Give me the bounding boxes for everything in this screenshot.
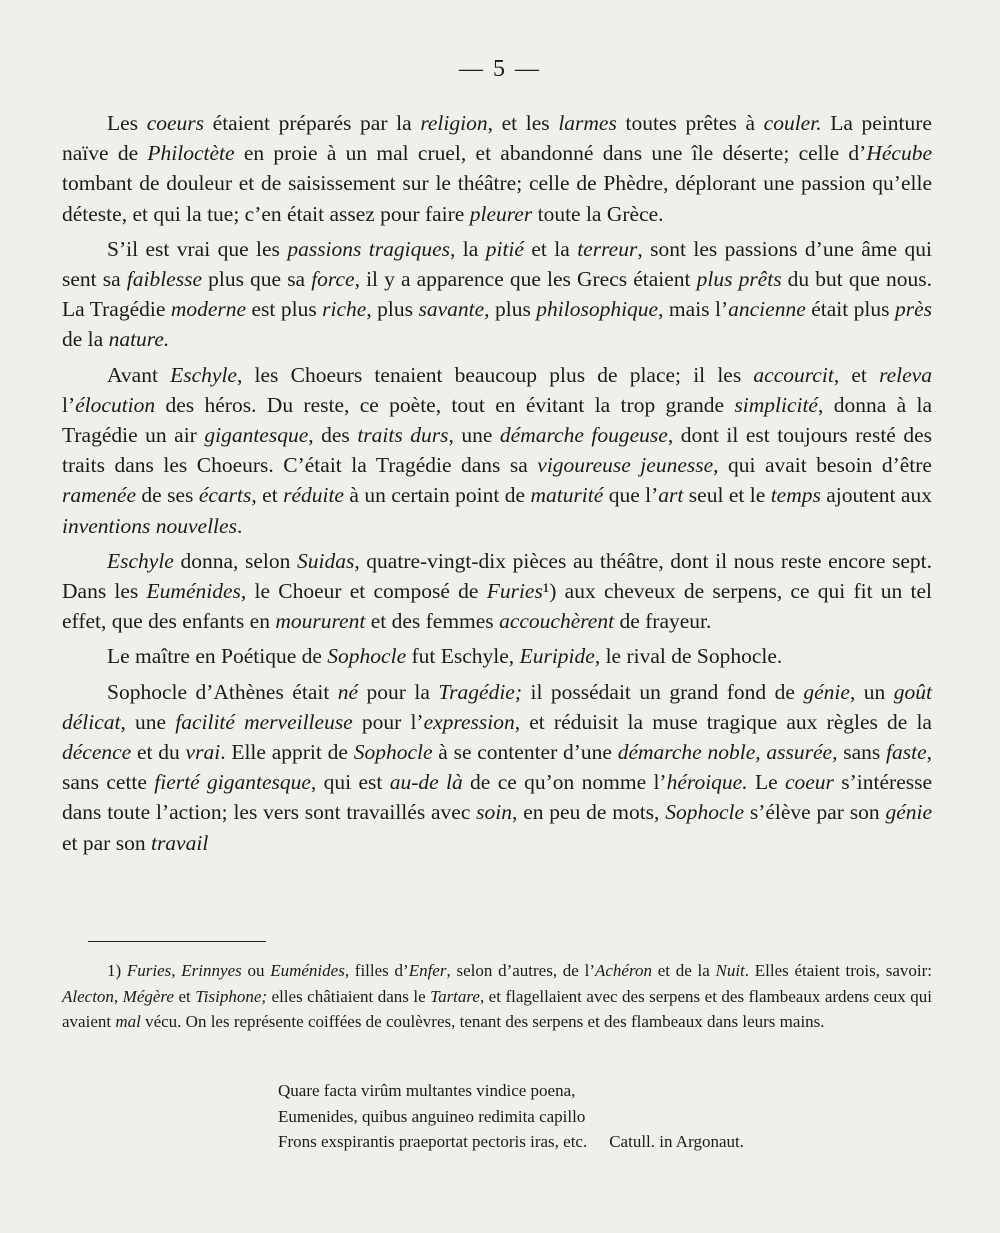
- italic-run: au-de là: [389, 770, 463, 795]
- italic-run: Nuit: [715, 961, 745, 980]
- paragraph: Sophocle d’Athènes était né pour la Tragédie; il possédait un grand fond de génie, un goût délicat, une facilité merveilleuse pour l’expression, et réduisit la muse tragique aux règles de la décence et du vrai. Elle apprit de Sophocle à se contenter d’une démarche noble, assurée, sans faste, sans cette fierté gigantesque, qui est au-de là de ce qu’on nomme l’héroique. Le coeur s’intéresse dans toute l’action; les vers sont travaillés avec soin, en peu de mots, Sophocle s’élève par son génie et par son travail: [62, 679, 933, 855]
- italic-run: Suidas: [296, 548, 355, 573]
- italic-run: riche: [322, 297, 367, 322]
- italic-run: Euripide: [519, 644, 595, 669]
- italic-run: nature.: [108, 327, 170, 352]
- italic-run: Sophocle: [665, 800, 745, 825]
- italic-run: Furies: [126, 961, 172, 980]
- italic-run: inventions nouvelles: [62, 513, 237, 538]
- italic-run: larmes: [558, 111, 617, 135]
- italic-run: ancienne: [728, 297, 806, 322]
- italic-run: traits durs: [357, 423, 449, 448]
- italic-run: Alecton: [62, 986, 114, 1006]
- italic-run: Eschyle: [170, 362, 237, 387]
- italic-run: expression: [423, 709, 515, 734]
- italic-run: ramenée: [62, 483, 137, 508]
- verse-line-text: Frons exspirantis praeportat pectoris iras, etc.: [278, 1132, 588, 1151]
- italic-run: gigantesque: [204, 423, 309, 448]
- italic-run: Enfer: [408, 961, 447, 980]
- italic-run: coeurs: [146, 111, 205, 135]
- italic-run: art: [658, 483, 684, 508]
- italic-run: Euménides: [146, 579, 241, 604]
- footnote-separator: [88, 941, 266, 942]
- italic-run: simplicité: [734, 392, 818, 417]
- italic-run: Erinnyes: [181, 961, 242, 980]
- italic-run: temps: [770, 483, 821, 508]
- italic-run: démarche fougeuse: [499, 423, 668, 448]
- italic-run: élocution: [75, 392, 156, 417]
- italic-run: goût délicat: [62, 679, 932, 734]
- italic-run: fierté gigantesque: [154, 770, 311, 795]
- verse-line: Quare facta virûm multantes vindice poena,: [278, 1081, 576, 1100]
- italic-run: terreur: [577, 236, 638, 261]
- italic-run: soin: [476, 800, 513, 825]
- italic-run: coeur: [784, 770, 834, 795]
- paragraph: S’il est vrai que les passions tragiques, la pitié et la terreur, sont les passions d’une âme qui sent sa faiblesse plus que sa force, il y a apparence que les Grecs étaient plus prêts du but que nous. La Tragédie moderne est plus riche, plus savante, plus philosophique, mais l’ancienne était plus près de la nature.: [62, 236, 932, 352]
- verse-line: Eumenides, quibus anguineo redimita capillo: [278, 1106, 586, 1126]
- italic-run: moururent: [275, 609, 366, 634]
- italic-run: mal: [115, 1012, 141, 1031]
- italic-run: accouchèrent: [499, 609, 615, 634]
- paragraph: Eschyle donna, selon Suidas, quatre-vingt-dix pièces au théâtre, dont il nous reste encore sept. Dans les Euménides, le Choeur et composé de Furies¹) aux cheveux de serpens, ce qui fit un tel effet, que des enfants en moururent et des femmes accouchèrent de frayeur.: [62, 548, 933, 634]
- footnote: [62, 958, 932, 1035]
- italic-run: Sophocle: [327, 644, 407, 669]
- italic-run: Furies: [486, 579, 543, 604]
- paragraph: Avant Eschyle, les Choeurs tenaient beaucoup plus de place; il les accourcit, et releva l’élocution des héros. Du reste, ce poète, tout en évitant la trop grande simplicité, donna à la Tragédie un air gigantesque, des traits durs, une démarche fougeuse, dont il est toujours resté des traits dans les Choeurs. C’était la Tragédie dans sa vigoureuse jeunesse, qui avait besoin d’être ramenée de ses écarts, et réduite à un certain point de maturité que l’art seul et le temps ajoutent aux inventions nouvelles.: [62, 362, 932, 538]
- italic-run: démarche noble, assurée,: [617, 740, 838, 765]
- italic-run: près: [894, 297, 932, 322]
- italic-run: Achéron: [594, 961, 652, 980]
- latin-verse: [278, 1078, 918, 1155]
- italic-run: né: [337, 679, 359, 704]
- italic-run: passions tragiques: [287, 236, 451, 261]
- italic-run: Tragédie;: [438, 679, 523, 704]
- italic-run: Philoctète: [147, 141, 235, 166]
- italic-run: maturité: [530, 483, 604, 508]
- italic-run: décence: [62, 740, 132, 765]
- paragraph: Les coeurs étaient préparés par la religion, et les larmes toutes prêtes à couler. La peinture naïve de Philoctète en proie à un mal cruel, et abandonné dans une île déserte; celle d’Hécube tombant de douleur et de saisissement sur le théâtre; celle de Phèdre, déplorant une passion qu’elle déteste, et qui la tue; c’en était assez pour faire pleurer toute la Grèce.: [62, 111, 932, 226]
- italic-run: Tisiphone;: [195, 986, 268, 1006]
- italic-run: force: [311, 267, 355, 292]
- italic-run: pitié: [485, 236, 524, 261]
- italic-run: Tartare: [430, 986, 480, 1006]
- italic-run: Mégère: [122, 986, 174, 1006]
- italic-run: écarts: [198, 483, 252, 508]
- italic-run: génie: [885, 800, 932, 825]
- italic-run: moderne: [170, 297, 247, 322]
- page-number: — 5 —: [459, 56, 541, 82]
- italic-run: religion: [420, 111, 488, 135]
- italic-run: génie: [803, 679, 850, 704]
- italic-run: Sophocle: [353, 740, 433, 765]
- italic-run: travail: [150, 830, 209, 855]
- italic-run: plus prêts: [696, 267, 782, 292]
- italic-run: Euménides: [270, 961, 345, 980]
- italic-run: savante,: [418, 297, 490, 322]
- italic-run: vrai: [185, 740, 221, 765]
- italic-run: réduite: [283, 483, 344, 508]
- italic-run: pleurer: [469, 201, 533, 226]
- italic-run: vigoureuse jeunesse: [537, 453, 714, 478]
- italic-run: releva: [879, 362, 932, 387]
- footnote-text: 1) Furies, Erinnyes ou Euménides, filles d’Enfer, selon d’autres, de l’Achéron et de la Nuit. Elles étaient trois, savoir: Alecton, Mégère et Tisiphone; elles châtiaient dans le Tartare, et flagellaient avec des serpens et des flambeaux ardens ceux qui avaient mal vécu. On les représente coiffées de coulèvres, tenant des serpens et des flambeaux dans leurs mains.: [62, 961, 933, 1031]
- italic-run: accourcit: [753, 362, 834, 387]
- verse-citation: Catull. in Argonaut.: [609, 1132, 744, 1151]
- italic-run: héroique.: [666, 770, 748, 795]
- body-text: [62, 108, 932, 863]
- italic-run: Hécube: [866, 141, 932, 166]
- italic-run: Eschyle: [107, 548, 174, 573]
- italic-run: couler.: [763, 111, 822, 135]
- verse-line: [278, 1129, 918, 1155]
- paragraph: Le maître en Poétique de Sophocle fut Eschyle, Euripide, le rival de Sophocle.: [107, 644, 783, 669]
- italic-run: philosophique: [536, 297, 659, 322]
- italic-run: faste: [886, 740, 927, 765]
- italic-run: faiblesse: [126, 267, 202, 292]
- italic-run: facilité merveilleuse: [175, 709, 353, 734]
